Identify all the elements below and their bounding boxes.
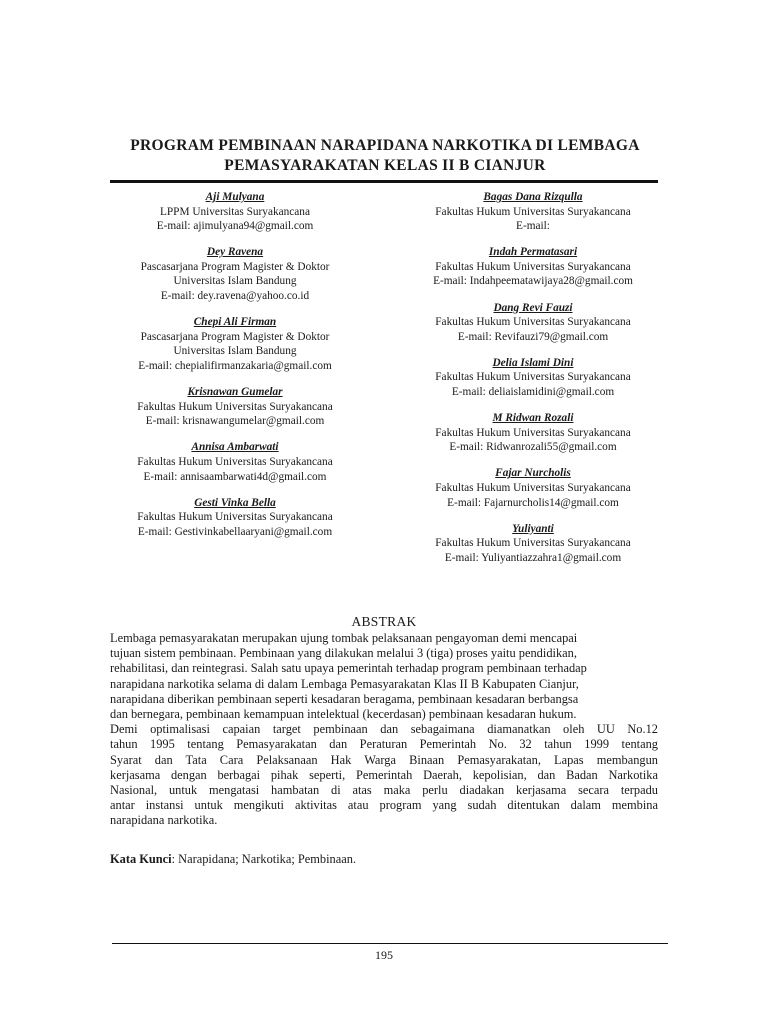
author-affiliation: Pascasarjana Program Magister & Doktor xyxy=(140,260,330,273)
author-affiliation: Fakultas Hukum Universitas Suryakancana xyxy=(435,260,631,273)
author-name: M Ridwan Rozali xyxy=(492,412,574,425)
author-affiliation: Fakultas Hukum Universitas Suryakancana xyxy=(137,455,333,468)
author-affiliation: Fakultas Hukum Universitas Suryakancana xyxy=(435,316,631,329)
author-affiliation: Fakultas Hukum Universitas Suryakancana xyxy=(137,400,333,413)
author-block xyxy=(398,245,668,289)
author-name: Indah Permatasari xyxy=(488,246,578,259)
author-block xyxy=(100,440,370,484)
abstract-line: dan bernegara, pembinaan kemampuan intelektual (kecerdasan) pembinaan kesadaran hukum. xyxy=(110,707,577,722)
page-number: 195 xyxy=(375,948,393,962)
abstract-line: kerjasama dengan berbagai pihak seperti, Pemerintah Daerah, kepolisian, dan Badan Narkotika xyxy=(110,767,658,782)
author-name: Annisa Ambarwati xyxy=(191,441,279,454)
author-name: Dey Ravena xyxy=(206,246,264,259)
keywords-label: Kata Kunci xyxy=(110,852,172,866)
author-email: E-mail: Fajarnurcholis14@gmail.com xyxy=(447,496,619,509)
author-name: Krisnawan Gumelar xyxy=(187,386,283,399)
author-block xyxy=(100,190,370,234)
author-email: E-mail: Revifauzi79@gmail.com xyxy=(457,330,609,343)
footer-divider xyxy=(112,943,668,944)
abstract-line: Nasional, untuk mengatasi hambatan di atas maka perlu diadakan kerjasama secara terpadu xyxy=(110,783,658,798)
title-line-2: PEMASYARAKATAN KELAS II B CIANJUR xyxy=(224,157,546,174)
abstract-line: narapidana narkotika. xyxy=(110,813,218,828)
author-name: Delia Islami Dini xyxy=(492,356,574,369)
author-affiliation: Fakultas Hukum Universitas Suryakancana xyxy=(435,426,631,439)
abstract-line: narapidana diberikan pembinaan seperti kesadaran beragama, pembinaan kesadaran berbangsa xyxy=(110,691,579,706)
keywords xyxy=(110,852,658,867)
author-email: E-mail: chepialifirmanzakaria@gmail.com xyxy=(138,359,332,372)
abstract-line: tujuan sistem pembinaan. Pembinaan yang dilakukan melalui 3 (tiga) proses yaitu pendidikan, xyxy=(110,646,577,661)
abstract-line: narapidana narkotika selama di dalam Lembaga Pemasyarakatan Klas II B Kabupaten Cianjur, xyxy=(110,676,579,691)
author-name: Fajar Nurcholis xyxy=(495,467,571,480)
author-name: Aji Mulyana xyxy=(205,191,265,203)
author-email: E-mail: Indahpeematawijaya28@gmail.com xyxy=(433,275,633,288)
abstract-line: Syarat dan Tata Cara Pelaksanaan Hak Warga Binaan Pemasyarakatan, Lapas membangun xyxy=(110,752,658,767)
author-affiliation: Pascasarjana Program Magister & Doktor xyxy=(140,330,330,343)
author-affiliation: Universitas Islam Bandung xyxy=(173,345,297,358)
author-affiliation: Fakultas Hukum Universitas Suryakancana xyxy=(137,511,333,524)
author-name: Bagas Dana Rizqulla xyxy=(483,191,583,203)
author-block xyxy=(100,245,370,303)
abstract-body xyxy=(110,631,658,829)
authors-left-column xyxy=(100,190,370,551)
author-block xyxy=(398,301,668,345)
abstract-line: tahun 1995 tentang Pemasyarakatan dan Peraturan Pemerintah No. 32 tahun 1999 tentang xyxy=(110,737,658,752)
authors-right-column xyxy=(398,190,668,577)
author-block xyxy=(100,385,370,429)
author-name: Gesti Vinka Bella xyxy=(194,496,276,509)
paper-title xyxy=(110,136,660,176)
author-name: Dang Revi Fauzi xyxy=(493,301,573,314)
abstract-line: Lembaga pemasyarakatan merupakan ujung tombak pelaksanaan pengayoman demi mencapai xyxy=(110,631,578,645)
author-block xyxy=(398,411,668,455)
author-email: E-mail: Ridwanrozali55@gmail.com xyxy=(449,441,617,454)
author-email: E-mail: annisaambarwati4d@gmail.com xyxy=(143,470,327,483)
title-divider xyxy=(110,180,658,183)
abstract-heading: ABSTRAK xyxy=(351,614,417,629)
author-email: E-mail: Gestivinkabellaaryani@gmail.com xyxy=(137,525,333,538)
author-affiliation: Universitas Islam Bandung xyxy=(173,275,297,288)
author-email: E-mail: xyxy=(516,220,550,233)
author-affiliation: Fakultas Hukum Universitas Suryakancana xyxy=(435,482,631,494)
author-email: E-mail: Yuliyantiazzahra1@gmail.com xyxy=(444,551,622,564)
abstract-line: antar instansi untuk mengikuti aktivitas atau program yang sudah ditentukan dalam membina xyxy=(110,798,658,813)
author-email: E-mail: ajimulyana94@gmail.com xyxy=(156,220,314,233)
author-affiliation: Fakultas Hukum Universitas Suryakancana xyxy=(435,205,631,218)
author-block xyxy=(398,522,668,566)
author-affiliation: Fakultas Hukum Universitas Suryakancana xyxy=(435,371,631,384)
abstract-line: rehabilitasi, dan reintegrasi. Salah satu upaya pemerintah terhadap program pembinaan terhadap xyxy=(110,661,587,676)
author-email: E-mail: krisnawangumelar@gmail.com xyxy=(145,415,325,428)
author-block xyxy=(398,466,668,510)
author-block xyxy=(100,496,370,540)
author-email: E-mail: deliaislamidini@gmail.com xyxy=(451,386,615,399)
author-affiliation: Fakultas Hukum Universitas Suryakancana xyxy=(435,537,631,550)
keywords-text: : Narapidana; Narkotika; Pembinaan. xyxy=(171,852,357,866)
author-name: Yuliyanti xyxy=(512,522,554,535)
author-affiliation: LPPM Universitas Suryakancana xyxy=(160,205,310,218)
author-name: Chepi Ali Firman xyxy=(193,316,277,329)
author-block xyxy=(398,190,668,234)
abstract-line: Demi optimalisasi capaian target pembinaan dan sebagaimana diamanatkan oleh UU No.12 xyxy=(110,722,658,737)
author-block xyxy=(100,315,370,373)
title-line-1: PROGRAM PEMBINAAN NARAPIDANA NARKOTIKA DI LEMBAGA xyxy=(130,137,640,154)
author-block xyxy=(398,356,668,400)
author-email: E-mail: dey.ravena@yahoo.co.id xyxy=(160,290,310,303)
